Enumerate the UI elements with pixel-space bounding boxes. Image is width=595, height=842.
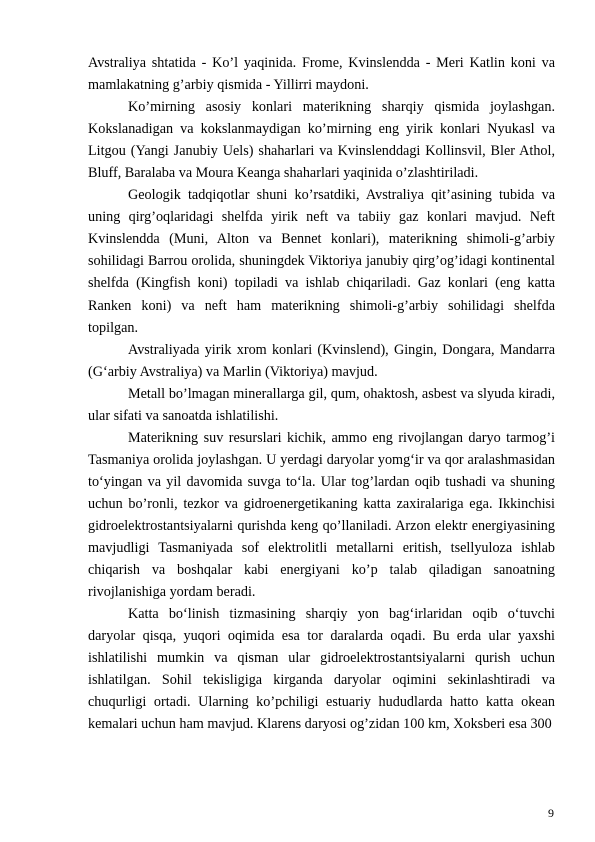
paragraph: Katta bo‘linish tizmasining sharqiy yon bag‘irlaridan oqib o‘tuvchi daryolar qisqa, yuqori oqimida esa tor daralarda oqadi. Bu erda ular yaxshi ishlatilishi mumkin va qisman ular gidroelektrostantsiyalarni qurish uchun ishlatilgan. Sohil tekisligiga kirganda daryolar oqimini sekinlashtiradi va chuqurligi ortadi. Ularning ko’pchiligi estuariy hududlarda hatto katta okean kemalari uchun ham mavjud. Klarens daryosi og’zidan 100 km, Xoksberi esa 300 bbox=[88, 606, 555, 733]
paragraph: Ko’mirning asosiy konlari materikning sharqiy qismida joylashgan. Kokslanadigan va kokslanmaydigan ko’mirning eng yirik konlari Nyukasl va Litgou (Yangi Janubiy Uels) shaharlari va Kvinslenddagi Kollinsvil, Bler Athol, Bluff, Baralaba va Moura Keanga shaharlari yaqinida o’zlashtiriladi. bbox=[88, 99, 555, 182]
paragraph: Geologik tadqiqotlar shuni ko’rsatdiki, Avstraliya qit’asining tubida va uning qirg’oqlaridagi shelfda yirik neft va tabiiy gaz konlari mavjud. Neft Kvinslendda (Muni, Alton va Bennet konlari), materikning shimoli-g’arbiy sohilidagi Barrou orolida, shuningdek Viktoriya janubiy qirg’og’idagi kontinental shelfda (Kingfish koni) topiladi va ishlab chiqariladi. Gaz konlari (eng katta Ranken koni) va neft ham materikning shimoli-g’arbiy sohilidagi shelfda topilgan. bbox=[88, 187, 555, 336]
paragraph: Avstraliyada yirik xrom konlari (Kvinslend), Gingin, Dongara, Mandarra (G‘arbiy Avstraliya) va Marlin (Viktoriya) mavjud. bbox=[88, 341, 555, 380]
page-number: 9 bbox=[548, 806, 554, 820]
paragraph: Metall bo’lmagan minerallarga gil, qum, ohaktosh, asbest va slyuda kiradi, ular sifati va sanoatda ishlatilishi. bbox=[88, 385, 555, 424]
body-text bbox=[88, 52, 555, 735]
paragraph: Materikning suv resurslari kichik, ammo eng rivojlangan daryo tarmog’i Tasmaniya orolida joylashgan. U yerdagi daryolar yomg‘ir va qor aralashmasidan to‘yingan va yil davomida suvga to‘la. Ular tog’lardan oqib tushadi va shuning uchun bo’ronli, tezkor va gidroenergetikaning katta zaxiralariga ega. Ikkinchisi gidroelektrostantsiyalarni qurishda keng qo’llaniladi. Arzon elektr energiyasining mavjudligi Tasmaniyada sof elektrolitli metallarni eritish, tsellyuloza ishlab chiqarish va boshqalar kabi energiyani ko’p talab qiladigan sanoatning rivojlanishiga yordam beradi. bbox=[88, 429, 555, 601]
paragraph: Avstraliya shtatida - Ko’l yaqinida. Frome, Kvinslendda - Meri Katlin koni va mamlakatning g’arbiy qismida - Yillirri maydoni. bbox=[88, 55, 555, 94]
